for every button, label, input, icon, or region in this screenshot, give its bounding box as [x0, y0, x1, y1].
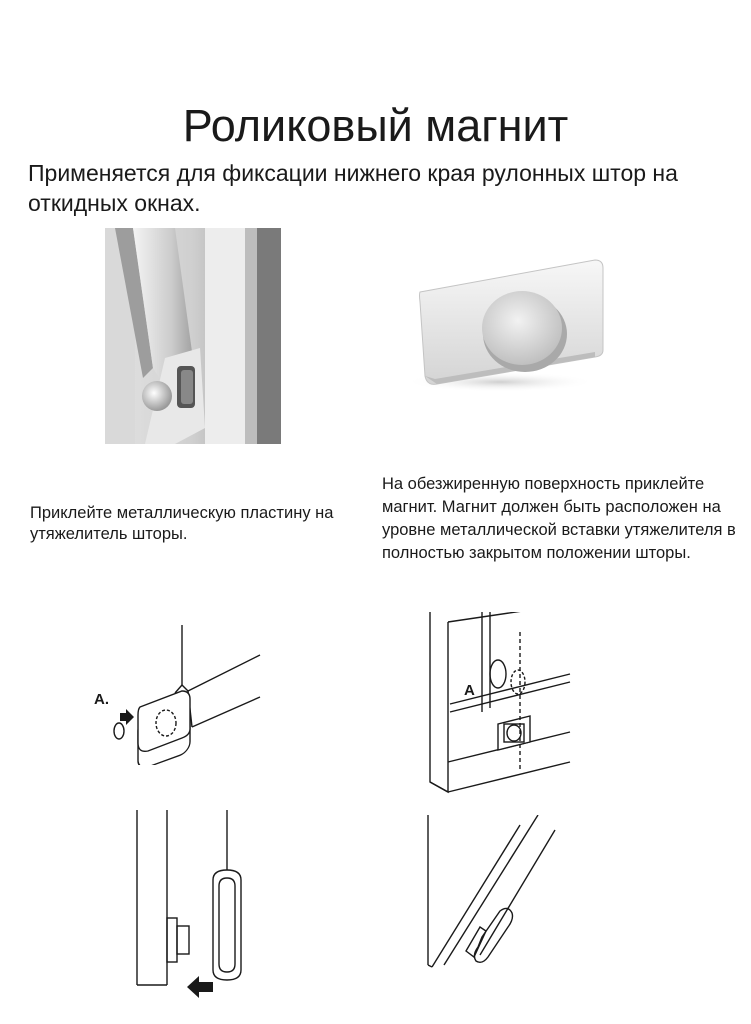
- diagram-attach-plate: [90, 625, 270, 765]
- diagram-label-a: A.: [94, 691, 109, 708]
- page-subtitle: Применяется для фиксации нижнего края рулонных штор на откидных окнах.: [28, 160, 678, 216]
- instruction-attach-plate: Приклейте металлическую пластину на утяжелитель шторы.: [30, 504, 334, 543]
- page-title: Роликовый магнит: [182, 100, 569, 151]
- window-magnet-photo: [105, 228, 281, 444]
- diagram-label-a: A: [464, 682, 475, 699]
- roller-magnet-photo: [405, 252, 615, 392]
- instruction-attach-magnet: На обезжиренную поверхность приклейте магнит. Магнит должен быть расположен на уровне металлической вставки утяжелителя в полностью закрытом положении шторы.: [382, 475, 736, 562]
- diagram-magnet-position: [420, 612, 580, 797]
- diagram-side-view: [125, 810, 250, 1000]
- diagram-closed-position: [420, 815, 560, 975]
